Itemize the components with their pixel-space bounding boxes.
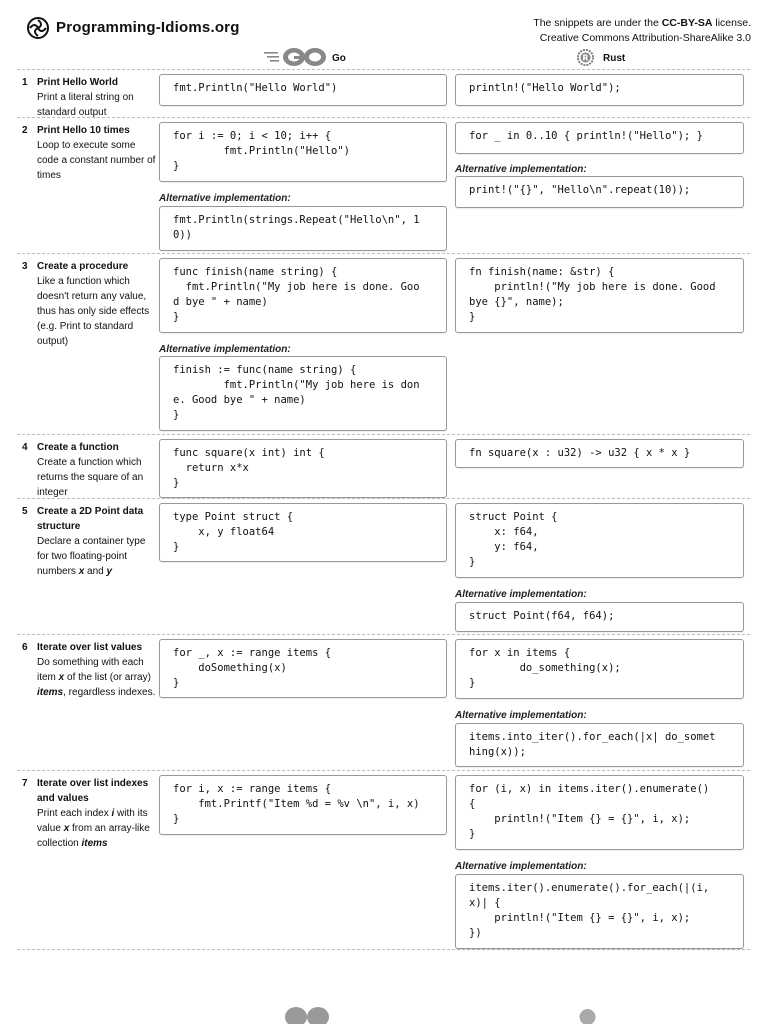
rust-alt-label: Alternative implementation: <box>455 164 587 175</box>
go-alt-snippet[interactable]: finish := func(name string) { fmt.Println("My job here is don e. Good bye " + name) } <box>159 356 447 431</box>
go-snippet[interactable]: for i := 0; i < 10; i++ { fmt.Println("Hello") } <box>159 122 447 182</box>
idiom-info <box>17 75 157 120</box>
rust-alt-snippet[interactable]: struct Point(f64, f64); <box>455 602 744 632</box>
rust-snippet[interactable]: for (i, x) in items.iter().enumerate() { println!("Item {} = {}", i, x); } <box>455 775 744 850</box>
idiom-title[interactable]: Create a 2D Point data structure <box>37 506 144 532</box>
rust-snippet[interactable]: struct Point { x: f64, y: f64, } <box>455 503 744 578</box>
idiom-row-4 <box>17 434 750 498</box>
idiom-info <box>17 440 157 500</box>
idiom-title[interactable]: Print Hello 10 times <box>37 125 130 136</box>
rust-alt-snippet[interactable]: print!("{}", "Hello\n".repeat(10)); <box>455 176 744 208</box>
go-alt-label: Alternative implementation: <box>159 193 291 204</box>
rust-alt-label: Alternative implementation: <box>455 710 587 721</box>
site-logo-icon <box>27 17 49 39</box>
idiom-info <box>17 259 157 349</box>
idiom-title[interactable]: Create a procedure <box>37 261 129 272</box>
idiom-description: Create a function which returns the square of an integer <box>37 457 144 498</box>
go-snippet[interactable]: for i, x := range items { fmt.Printf("Item %d = %v \n", i, x) } <box>159 775 447 835</box>
idiom-number: 3 <box>22 261 28 272</box>
rust-logo-icon <box>577 49 594 66</box>
rust-snippet[interactable]: for _ in 0..10 { println!("Hello"); } <box>455 122 744 154</box>
idiom-row-1 <box>17 69 750 117</box>
idiom-title[interactable]: Print Hello World <box>37 77 118 88</box>
go-snippet[interactable]: type Point struct { x, y float64 } <box>159 503 447 562</box>
idiom-description: Loop to execute some code a constant number of times <box>37 140 156 181</box>
idiom-row-2 <box>17 117 750 253</box>
idiom-number: 4 <box>22 442 28 453</box>
go-snippet[interactable]: for _, x := range items { doSomething(x) } <box>159 639 447 698</box>
idiom-description: Declare a container type for two floating-point numbers x and y <box>37 536 146 577</box>
svg-text:R: R <box>582 53 589 63</box>
go-logo-icon <box>264 45 330 69</box>
site-title[interactable]: Programming-Idioms.org <box>56 19 240 36</box>
idiom-number: 1 <box>22 77 28 88</box>
go-alt-label: Alternative implementation: <box>159 344 291 355</box>
idiom-number: 2 <box>22 125 28 136</box>
idiom-row-6 <box>17 634 750 770</box>
go-alt-snippet[interactable]: fmt.Println(strings.Repeat("Hello\n", 1 0)) <box>159 206 447 251</box>
idiom-row-5 <box>17 498 750 634</box>
idiom-info <box>17 776 157 851</box>
idiom-description: Like a function which doesn't return any value, thus has only side effects (e.g. Print to standard output) <box>37 276 150 347</box>
idiom-number: 7 <box>22 778 28 789</box>
rust-snippet[interactable]: println!("Hello World"); <box>455 74 744 106</box>
idiom-number: 5 <box>22 506 28 517</box>
idiom-number: 6 <box>22 642 28 653</box>
rust-alt-label: Alternative implementation: <box>455 589 587 600</box>
idiom-info <box>17 504 157 579</box>
go-logo-icon <box>283 1003 331 1024</box>
rust-snippet[interactable]: fn square(x : u32) -> u32 { x * x } <box>455 439 744 468</box>
idiom-title[interactable]: Create a function <box>37 442 119 453</box>
page-header <box>0 0 768 70</box>
license-link[interactable]: CC-BY-SA <box>661 17 713 29</box>
idiom-info <box>17 640 157 700</box>
rust-label: Rust <box>603 53 626 64</box>
idiom-description: Print each index i with its value x from an array-like collection items <box>37 808 150 849</box>
rust-alt-label: Alternative implementation: <box>455 861 587 872</box>
rust-alt-snippet[interactable]: items.iter().enumerate().for_each(|(i, x)| { println!("Item {} = {}", i, x); }) <box>455 874 744 949</box>
idiom-info <box>17 123 157 183</box>
idiom-title[interactable]: Iterate over list values <box>37 642 143 653</box>
idiom-description: Print a literal string on standard output <box>37 92 134 118</box>
idiom-title[interactable]: Iterate over list indexes and values <box>37 778 149 804</box>
idiom-description: Do something with each item x of the list (or array) items, regardless indexes. <box>37 657 156 698</box>
rust-snippet[interactable]: fn finish(name: &str) { println!("My job here is done. Good bye {}", name); } <box>455 258 744 333</box>
rust-logo-icon <box>578 1005 597 1024</box>
go-snippet[interactable]: fmt.Println("Hello World") <box>159 74 447 106</box>
idiom-row-3 <box>17 253 750 434</box>
license-notice: The snippets are under the CC-BY-SA license. Creative Commons Attribution-ShareAlike 3.0 <box>533 17 751 44</box>
go-snippet[interactable]: func finish(name string) { fmt.Println("My job here is done. Goo d bye " + name) } <box>159 258 447 333</box>
rust-alt-snippet[interactable]: items.into_iter().for_each(|x| do_somet hing(x)); <box>455 723 744 767</box>
rust-snippet[interactable]: for x in items { do_something(x); } <box>455 639 744 699</box>
go-snippet[interactable]: func square(x int) int { return x*x } <box>159 439 447 498</box>
go-label: Go <box>332 53 346 64</box>
idiom-row-7 <box>17 770 750 950</box>
